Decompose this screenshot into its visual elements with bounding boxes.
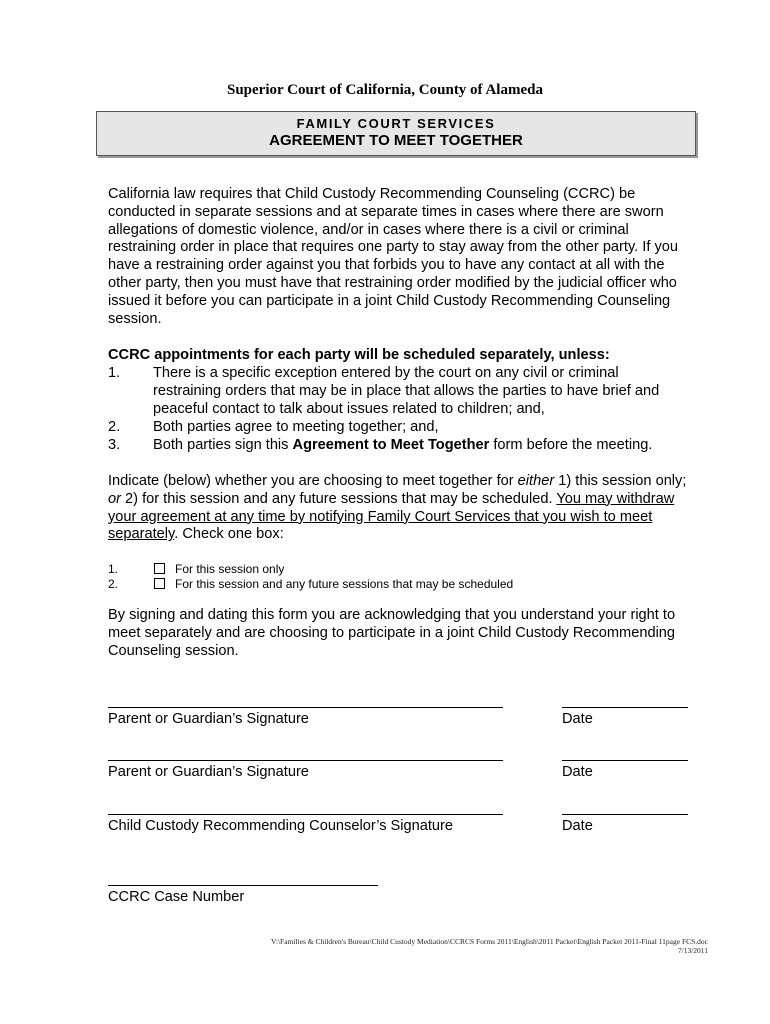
checkbox-this-session[interactable] bbox=[154, 563, 165, 574]
text-underlined: You may withdraw bbox=[556, 490, 675, 507]
text-italic: either bbox=[517, 473, 555, 489]
department-title: FAMILY COURT SERVICES bbox=[296, 116, 496, 131]
option-label: For this session only bbox=[175, 562, 285, 576]
date-label: Date bbox=[562, 764, 593, 780]
intro-line: other party, then you must have that restraining order modified by the judicial officer who bbox=[108, 274, 677, 291]
footer-file-path: V:\Families & Children's Bureau\Child Custody Mediation\CCRCS Forms 2011\English\2011 Packet\English Packet 2011-Final 11page FCS.doc bbox=[271, 937, 708, 946]
date-label: Date bbox=[562, 711, 593, 727]
intro-line: allegations of domestic violence, and/or in cases where there is a civil or criminal bbox=[108, 221, 629, 238]
court-header: Superior Court of California, County of Alameda bbox=[227, 82, 543, 98]
form-name-bold: Agreement to Meet Together bbox=[292, 437, 490, 453]
condition-text: Both parties sign this bbox=[153, 437, 293, 453]
acknowledgment-line: meet separately and are choosing to participate in a joint Child Custody Recommending bbox=[108, 624, 676, 641]
condition-number: 1. bbox=[108, 365, 121, 381]
signature-label-counselor: Child Custody Recommending Counselor’s Signature bbox=[108, 818, 454, 834]
acknowledgment-paragraph bbox=[108, 607, 708, 660]
signature-line-parent-2[interactable] bbox=[108, 760, 503, 761]
signature-label-parent-2: Parent or Guardian’s Signature bbox=[108, 764, 309, 780]
indicate-line bbox=[108, 491, 708, 509]
date-label: Date bbox=[562, 818, 593, 834]
date-line-parent-2[interactable] bbox=[562, 760, 688, 761]
indicate-line bbox=[108, 526, 708, 544]
checkbox-future-sessions[interactable] bbox=[154, 578, 165, 589]
date-line-parent-1[interactable] bbox=[562, 707, 688, 708]
form-title: AGREEMENT TO MEET TOGETHER bbox=[269, 132, 523, 149]
acknowledgment-line: By signing and dating this form you are acknowledging that you understand your right to bbox=[108, 607, 676, 623]
acknowledgment-line: Counseling session. bbox=[108, 642, 239, 659]
condition-line: Both parties agree to meeting together; and, bbox=[153, 419, 439, 435]
condition-item-2 bbox=[108, 419, 708, 437]
text-italic: or bbox=[108, 490, 121, 507]
intro-line: restraining order in place that requires one party to stay away from the other party. If you bbox=[108, 239, 678, 256]
option-this-session bbox=[108, 562, 608, 576]
intro-paragraph bbox=[108, 186, 708, 328]
signature-label-parent-1: Parent or Guardian’s Signature bbox=[108, 711, 309, 727]
condition-line: peaceful contact to talk about issues related to children; and, bbox=[153, 400, 545, 417]
indicate-line bbox=[108, 473, 708, 491]
intro-line: have a restraining order against you that forbids you to have any contact at all with the bbox=[108, 257, 665, 274]
condition-item-1 bbox=[108, 365, 708, 419]
conditions-heading: CCRC appointments for each party will be scheduled separately, unless: bbox=[108, 347, 610, 363]
option-label: For this session and any future sessions that may be scheduled bbox=[175, 577, 514, 591]
signature-line-counselor[interactable] bbox=[108, 814, 503, 815]
indicate-line: your agreement at any time by notifying Family Court Services that you wish to meet bbox=[108, 508, 653, 525]
option-number: 2. bbox=[108, 577, 119, 591]
condition-number: 3. bbox=[108, 437, 121, 453]
condition-line: restraining orders that may be in place that allows the parties to have brief and bbox=[153, 382, 660, 399]
indicate-paragraph bbox=[108, 473, 708, 544]
intro-line: issued it before you can participate in a joint Child Custody Recommending Counseling bbox=[108, 292, 671, 309]
footer-date: 7/13/2011 bbox=[677, 946, 708, 955]
case-number-label: CCRC Case Number bbox=[108, 889, 245, 905]
condition-text: form before the meeting. bbox=[489, 437, 653, 453]
option-number: 1. bbox=[108, 562, 119, 576]
intro-line: California law requires that Child Custody Recommending Counseling (CCRC) be bbox=[108, 186, 636, 202]
intro-line: session. bbox=[108, 310, 162, 327]
condition-line bbox=[153, 437, 652, 455]
condition-item-3 bbox=[108, 437, 708, 455]
title-box bbox=[96, 111, 696, 156]
text: . Check one box: bbox=[174, 526, 284, 543]
intro-line: conducted in separate sessions and at separate times in cases where there are sworn bbox=[108, 203, 664, 220]
option-future-sessions bbox=[108, 577, 608, 591]
date-line-counselor[interactable] bbox=[562, 814, 688, 815]
text: 2) for this session and any future sessions that may be scheduled. bbox=[120, 490, 557, 507]
text: 1) this session only; bbox=[554, 473, 687, 489]
case-number-line[interactable] bbox=[108, 885, 378, 886]
condition-number: 2. bbox=[108, 419, 121, 435]
signature-line-parent-1[interactable] bbox=[108, 707, 503, 708]
text-underlined: separately bbox=[108, 526, 175, 543]
text: Indicate (below) whether you are choosing to meet together for bbox=[108, 473, 518, 489]
condition-line: There is a specific exception entered by the court on any civil or criminal bbox=[153, 365, 619, 381]
